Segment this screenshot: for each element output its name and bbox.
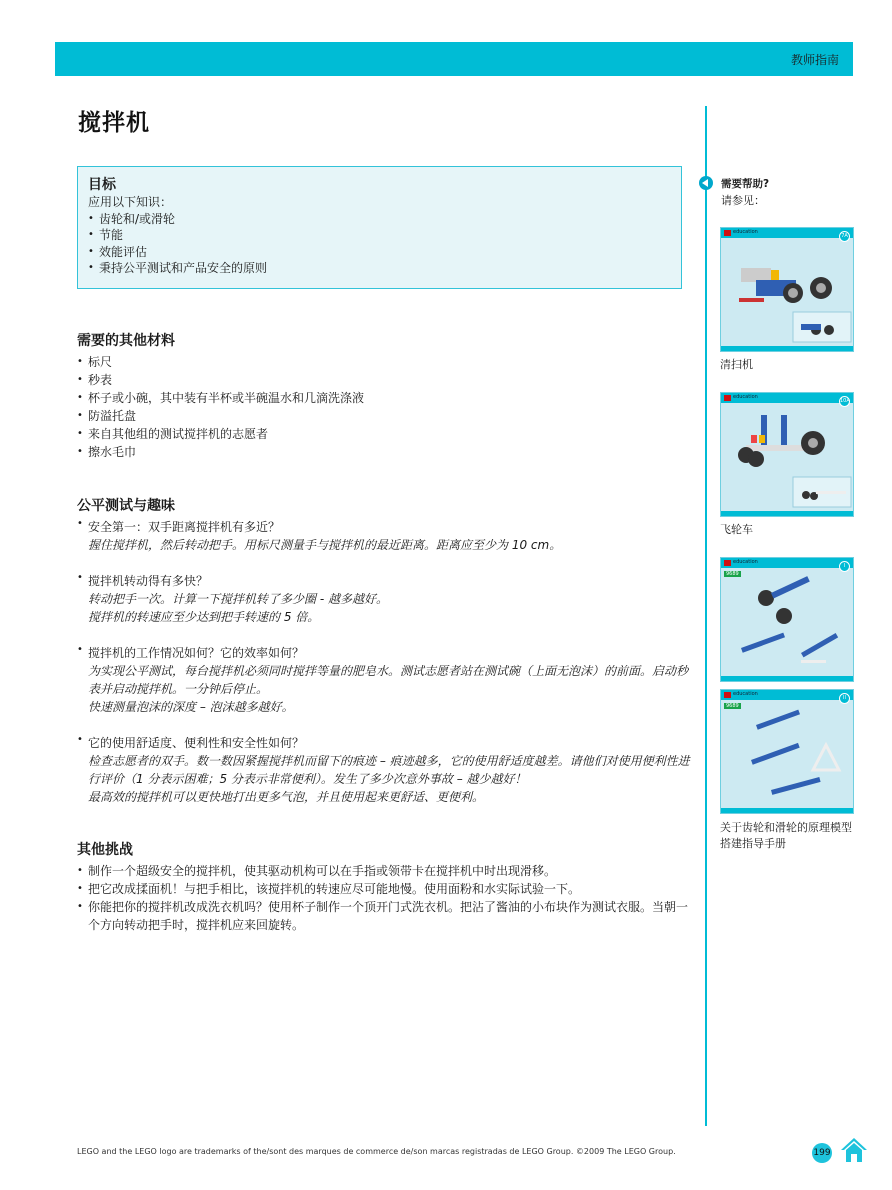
reference-card-principle-model-1[interactable] — [720, 557, 854, 682]
card-brand: education — [733, 394, 758, 400]
help-subtitle: 请参见： — [721, 194, 765, 207]
card-number-badge: 10A — [839, 396, 850, 407]
list-item: • 效能评估 — [88, 244, 671, 261]
list-item: • 来自其他组的测试搅拌机的志愿者 — [77, 425, 692, 443]
card-number-badge: II — [839, 693, 850, 704]
page-title: 搅拌机 — [78, 110, 150, 136]
arrow-left-circle-icon — [699, 176, 713, 190]
challenges-list — [77, 862, 692, 934]
goals-intro: 应用以下知识： — [88, 195, 173, 209]
help-title: 需要帮助? — [721, 178, 770, 190]
card-brand: education — [733, 559, 758, 565]
list-item: • 齿轮和/或滑轮 — [88, 211, 671, 228]
card-caption: 飞轮车 — [720, 523, 753, 536]
home-icon[interactable] — [840, 1137, 868, 1163]
set-number-tag: 9689 — [726, 703, 739, 709]
list-item: • 杯子或小碗，其中装有半杯或半碗温水和几滴洗涤液 — [77, 389, 692, 407]
set-number-tag: 9689 — [726, 571, 739, 577]
answer: 快速测量泡沫的深度 – 泡沫越多越好。 — [88, 700, 294, 714]
sidebar-divider — [705, 106, 707, 1126]
question: • 搅拌机的工作情况如何？它的效率如何？ — [88, 646, 305, 660]
fair-test-item — [77, 518, 692, 554]
fair-test-section — [77, 497, 692, 824]
card-number-badge: 7A — [839, 231, 850, 242]
reference-card-principle-model-2[interactable] — [720, 689, 854, 814]
card-brand: education — [733, 229, 758, 235]
goals-box — [77, 166, 682, 289]
challenges-section — [77, 841, 692, 934]
reference-card-sweeper[interactable] — [720, 227, 854, 352]
list-item: • 秉持公平测试和产品安全的原则 — [88, 260, 671, 277]
answer: 检查志愿者的双手。数一数因紧握搅拌机而留下的痕迹 – 痕迹越多，它的使用舒适度越差。请他们对使用便利性进行评价（1 分表示困难；5 分表示非常便利）。发生了多少次意外事故 – 越少越好！ — [88, 754, 690, 786]
lego-logo-icon — [724, 692, 731, 698]
lego-logo-icon — [724, 230, 731, 236]
list-item: • 你能把你的搅拌机改成洗衣机吗？使用杯子制作一个顶开门式洗衣机。把沾了酱油的小布块作为测试衣服。当朝一个方向转动把手时，搅拌机应来回旋转。 — [77, 898, 692, 934]
list-item: • 把它改成揉面机！与把手相比，该搅拌机的转速应尽可能地慢。使用面粉和水实际试验一下。 — [77, 880, 692, 898]
list-item: • 节能 — [88, 227, 671, 244]
list-item: • 擦水毛巾 — [77, 443, 692, 461]
card-caption: 关于齿轮和滑轮的原理模型搭建指导手册 — [720, 821, 852, 850]
question: • 安全第一：双手距离搅拌机有多近？ — [88, 520, 281, 534]
answer: 转动把手一次。计算一下搅拌机转了多少圈 - 越多越好。 — [88, 592, 388, 606]
fair-test-item — [77, 644, 692, 716]
materials-title: 需要的其他材料 — [77, 333, 175, 349]
list-item: • 标尺 — [77, 353, 692, 371]
lego-logo-icon — [724, 395, 731, 401]
footer-legal: LEGO and the LEGO logo are trademarks of the/sont des marques de commerce de/son marcas registradas de LEGO Group. ©2009 The LEGO Group. — [77, 1147, 676, 1156]
card-number-badge: I — [839, 561, 850, 572]
fair-test-list — [77, 518, 692, 806]
goals-list — [88, 211, 671, 277]
card-brand: education — [733, 691, 758, 697]
header-bar — [55, 42, 853, 76]
materials-list — [77, 353, 692, 461]
gear-model-image — [721, 568, 854, 678]
answer: 握住搅拌机，然后转动把手。用标尺测量手与搅拌机的最近距离。距离应至少为 10 cm。 — [88, 538, 562, 552]
reference-card-flywheel-car[interactable] — [720, 392, 854, 517]
lego-logo-icon — [724, 560, 731, 566]
sweeper-model-image — [721, 238, 854, 348]
fair-test-item — [77, 572, 692, 626]
answer: 最高效的搅拌机可以更快地打出更多气泡，并且使用起来更舒适、更便利。 — [88, 790, 485, 804]
list-item: • 秒表 — [77, 371, 692, 389]
card-caption: 清扫机 — [720, 358, 753, 371]
answer: 为实现公平测试，每台搅拌机必须同时搅拌等量的肥皂水。测试志愿者站在测试碗（上面无泡沫）的前面。启动秒表并启动搅拌机。一分钟后停止。 — [88, 664, 689, 696]
question: • 搅拌机转动得有多快？ — [88, 574, 209, 588]
fair-test-title: 公平测试与趣味 — [77, 498, 175, 514]
question: • 它的使用舒适度、便利性和安全性如何？ — [88, 736, 305, 750]
flywheel-car-model-image — [721, 403, 854, 513]
goals-title: 目标 — [88, 177, 116, 193]
pulley-model-image — [721, 700, 854, 810]
fair-test-item — [77, 734, 692, 806]
header-label: 教师指南 — [790, 53, 839, 67]
page-number: 199 — [812, 1143, 832, 1163]
answer: 搅拌机的转速应至少达到把手转速的 5 倍。 — [88, 610, 320, 624]
list-item: • 防溢托盘 — [77, 407, 692, 425]
list-item: • 制作一个超级安全的搅拌机，使其驱动机构可以在手指或领带卡在搅拌机中时出现滑移。 — [77, 862, 692, 880]
challenges-title: 其他挑战 — [77, 842, 133, 858]
materials-section — [77, 332, 692, 461]
